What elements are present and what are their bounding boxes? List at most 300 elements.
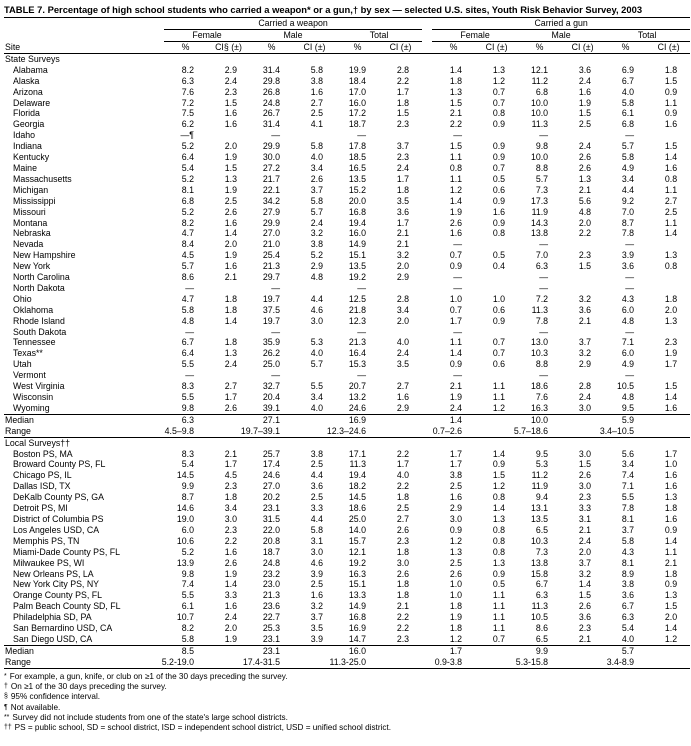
value-cell xyxy=(561,370,604,381)
site-cell: Alabama xyxy=(13,64,48,75)
value-cell: 2.2 xyxy=(396,612,410,623)
value-cell: 16.3 xyxy=(348,568,366,579)
value-cell: 14.7 xyxy=(348,633,366,644)
value-cell: 0.9 xyxy=(664,86,678,97)
site-cell: Michigan xyxy=(13,184,49,195)
pct-column-header: % xyxy=(250,42,293,54)
value-cell: 2.4 xyxy=(224,359,237,370)
column-gap xyxy=(422,634,432,645)
footnote-text: On ≥1 of the 30 days preceding the survey. xyxy=(10,681,167,691)
range-row xyxy=(4,657,690,668)
value-cell: 2.0 xyxy=(578,546,592,557)
value-cell: 2.1 xyxy=(224,448,237,459)
value-cell: 7.3 xyxy=(535,184,549,195)
value-cell: 2.2 xyxy=(396,623,410,634)
value-cell: 13.5 xyxy=(348,261,366,272)
value-cell: 0.9 xyxy=(492,141,506,152)
value-cell: 0.8 xyxy=(664,173,678,184)
site-cell: Texas** xyxy=(13,348,43,359)
value-cell: 25.7 xyxy=(262,448,280,459)
group-header-weapon: Carried a weapon xyxy=(164,18,422,29)
subgroup-female-gun: Female xyxy=(432,30,518,42)
column-gap xyxy=(422,185,432,196)
value-cell: 0.7 xyxy=(492,162,506,173)
value-cell: 1.2 xyxy=(492,402,506,413)
value-cell: 2.3 xyxy=(224,524,237,535)
column-gap xyxy=(422,261,432,272)
value-cell: 2.2 xyxy=(449,119,463,130)
value-cell: 1.6 xyxy=(224,546,237,557)
value-cell: 3.6 xyxy=(621,261,635,272)
range-value: 0.9-3.8 xyxy=(434,656,463,667)
value-cell: — xyxy=(625,282,635,293)
value-cell: 3.7 xyxy=(396,141,410,152)
value-cell: 4.8 xyxy=(621,315,635,326)
column-gap xyxy=(422,623,432,634)
range-row xyxy=(4,426,690,437)
value-cell: 2.7 xyxy=(396,381,410,392)
value-cell xyxy=(475,272,518,283)
column-gap xyxy=(422,612,432,623)
value-cell: 2.4 xyxy=(578,75,592,86)
value-cell: 9.8 xyxy=(181,402,194,413)
value-cell: 5.7 xyxy=(621,141,635,152)
column-gap xyxy=(422,492,432,503)
value-cell: 1.5 xyxy=(664,381,678,392)
value-cell: 0.5 xyxy=(492,579,506,590)
value-cell: 1.3 xyxy=(492,64,506,75)
value-cell xyxy=(293,414,336,425)
site-cell: Wyoming xyxy=(13,402,50,413)
value-cell: 1.3 xyxy=(449,546,463,557)
value-cell: 3.4 xyxy=(621,459,635,470)
value-cell: 10.7 xyxy=(176,612,194,623)
value-cell: 1.2 xyxy=(492,481,506,492)
value-cell: 5.6 xyxy=(578,195,592,206)
value-cell xyxy=(207,414,250,425)
value-cell: 2.1 xyxy=(578,315,592,326)
section-label: Local Surveys†† xyxy=(5,437,71,448)
value-cell: 2.6 xyxy=(224,557,237,568)
value-cell: 1.3 xyxy=(664,315,678,326)
value-cell: 1.0 xyxy=(492,293,506,304)
value-cell: 8.1 xyxy=(621,513,635,524)
value-cell: 0.9 xyxy=(664,108,678,119)
value-cell: 8.6 xyxy=(535,623,549,634)
value-cell: 1.1 xyxy=(449,173,463,184)
value-cell: 1.6 xyxy=(664,162,678,173)
value-cell: 3.4 xyxy=(224,503,237,514)
value-cell: 3.6 xyxy=(578,64,592,75)
range-value: 5.2-19.0 xyxy=(161,656,194,667)
value-cell: 2.6 xyxy=(449,217,463,228)
value-cell: 34.2 xyxy=(262,195,280,206)
value-cell: 1.6 xyxy=(664,119,678,130)
value-cell: — xyxy=(453,326,463,337)
value-cell: 1.7 xyxy=(396,459,410,470)
table-row xyxy=(4,327,690,338)
site-cell: Oklahoma xyxy=(13,304,54,315)
value-cell: 26.7 xyxy=(262,108,280,119)
value-cell: 4.0 xyxy=(621,633,635,644)
value-cell: 1.6 xyxy=(310,86,323,97)
value-cell: 14.9 xyxy=(348,239,366,250)
value-cell: — xyxy=(539,370,549,381)
value-cell: 1.6 xyxy=(664,481,678,492)
value-cell: 1.6 xyxy=(492,206,506,217)
value-cell: 5.8 xyxy=(621,152,635,163)
value-cell: 1.0 xyxy=(449,590,463,601)
value-cell: 2.8 xyxy=(396,64,410,75)
table-row xyxy=(4,370,690,381)
value-cell: — xyxy=(539,130,549,141)
value-cell: 2.4 xyxy=(578,141,592,152)
value-cell: 2.6 xyxy=(578,162,592,173)
value-cell: 0.9 xyxy=(664,579,678,590)
site-cell: Nebraska xyxy=(13,228,51,239)
value-cell xyxy=(293,327,336,338)
table-row xyxy=(4,392,690,403)
table-row xyxy=(4,536,690,547)
value-cell: 5.8 xyxy=(310,64,323,75)
value-cell: 11.3 xyxy=(531,304,549,315)
value-cell: 3.3 xyxy=(224,590,237,601)
value-cell xyxy=(561,657,604,668)
value-cell: 2.6 xyxy=(224,402,237,413)
value-cell: 2.4 xyxy=(224,75,237,86)
value-cell xyxy=(475,130,518,141)
value-cell: 9.2 xyxy=(621,195,635,206)
value-cell: 10.0 xyxy=(530,108,549,119)
column-gap xyxy=(422,414,432,425)
range-value: 17.4-31.5 xyxy=(242,656,280,667)
value-cell: 1.8 xyxy=(449,623,463,634)
value-cell: 21.7 xyxy=(262,173,280,184)
value-cell: 8.9 xyxy=(621,568,635,579)
column-gap xyxy=(422,370,432,381)
site-cell: San Diego USD, CA xyxy=(13,633,93,644)
value-cell xyxy=(561,272,604,283)
column-gap xyxy=(422,590,432,601)
value-cell: 12.3 xyxy=(348,315,366,326)
value-cell: 5.5 xyxy=(181,590,194,601)
value-cell: 0.7 xyxy=(492,97,506,108)
value-cell: 1.6 xyxy=(224,108,237,119)
value-cell: 2.9 xyxy=(310,261,323,272)
column-gap xyxy=(422,108,432,119)
value-cell: 20.2 xyxy=(262,492,280,503)
value-cell: 1.4 xyxy=(492,503,506,514)
table-row xyxy=(4,403,690,414)
value-cell: 2.7 xyxy=(310,97,323,108)
value-cell: 1.0 xyxy=(449,579,463,590)
value-cell: 5.4 xyxy=(181,162,194,173)
value-cell: 13.0 xyxy=(530,337,549,348)
value-cell: 6.3 xyxy=(621,612,635,623)
value-cell xyxy=(379,657,422,668)
value-cell: 2.1 xyxy=(578,184,592,195)
value-cell: 3.9 xyxy=(310,633,323,644)
value-cell: 6.7 xyxy=(535,579,549,590)
value-cell: 2.6 xyxy=(310,173,323,184)
value-cell: — xyxy=(357,326,366,337)
value-cell: 13.9 xyxy=(176,557,194,568)
value-cell: 6.0 xyxy=(621,348,635,359)
site-cell: Florida xyxy=(13,108,40,119)
value-cell: 2.6 xyxy=(396,568,410,579)
value-cell: 0.8 xyxy=(492,535,506,546)
table-row xyxy=(4,163,690,174)
value-cell: 18.2 xyxy=(348,481,366,492)
value-cell: 2.5 xyxy=(310,459,323,470)
value-cell: 0.9 xyxy=(664,524,678,535)
value-cell: 8.2 xyxy=(181,64,194,75)
value-cell: 1.8 xyxy=(664,503,678,514)
footnote-text: 95% confidence interval. xyxy=(10,692,101,702)
value-cell: 12.5 xyxy=(348,293,366,304)
value-cell: 1.7 xyxy=(396,173,410,184)
table-row xyxy=(4,579,690,590)
value-cell: 1.5 xyxy=(449,97,463,108)
value-cell: 3.5 xyxy=(396,359,410,370)
value-cell: 20.8 xyxy=(262,535,280,546)
value-cell: 26.8 xyxy=(262,86,280,97)
value-cell: 1.2 xyxy=(449,184,463,195)
site-header-blank xyxy=(4,30,164,42)
value-cell: 6.0 xyxy=(181,524,194,535)
value-cell: 1.1 xyxy=(492,392,506,403)
value-cell: 1.9 xyxy=(449,612,463,623)
table-row xyxy=(4,130,690,141)
value-cell: 4.4 xyxy=(310,513,323,524)
value-cell: 3.6 xyxy=(396,206,410,217)
value-cell: 3.1 xyxy=(578,513,592,524)
table-row xyxy=(4,108,690,119)
value-cell xyxy=(207,327,250,338)
value-cell: — xyxy=(539,239,549,250)
value-cell: 2.1 xyxy=(224,272,237,283)
footnote-marker: †† xyxy=(4,724,12,732)
value-cell: 2.1 xyxy=(396,239,410,250)
range-value: 5.7–18.6 xyxy=(513,425,549,436)
value-cell: 21.3 xyxy=(262,261,280,272)
value-cell: 3.9 xyxy=(621,250,635,261)
table-row xyxy=(4,239,690,250)
range-value: 4.5–9.8 xyxy=(164,425,194,436)
site-cell: Maine xyxy=(13,162,37,173)
value-cell: 1.9 xyxy=(224,568,237,579)
value-cell: — xyxy=(357,130,366,141)
value-cell: 4.9 xyxy=(621,359,635,370)
value-cell: 2.6 xyxy=(578,152,592,163)
value-cell: 0.9 xyxy=(449,261,463,272)
value-cell: 7.3 xyxy=(535,546,549,557)
pct-column-header: % xyxy=(164,42,207,54)
value-cell: 1.8 xyxy=(224,293,237,304)
group-gap xyxy=(422,30,432,42)
footnote-marker: § xyxy=(4,693,8,701)
value-cell: 0.7 xyxy=(492,86,506,97)
footnote-text: For example, a gun, knife, or club on ≥1 of the 30 days preceding the survey. xyxy=(9,671,288,681)
table-row xyxy=(4,218,690,229)
value-cell: 16.8 xyxy=(348,612,366,623)
column-gap xyxy=(422,119,432,130)
value-cell: 7.0 xyxy=(535,250,549,261)
value-cell: 2.1 xyxy=(396,228,410,239)
value-cell: 4.0 xyxy=(396,470,410,481)
value-cell: 4.7 xyxy=(181,293,194,304)
table-body xyxy=(4,53,690,668)
value-cell xyxy=(561,327,604,338)
value-cell: 17.3 xyxy=(530,195,549,206)
value-cell: 1.3 xyxy=(664,250,678,261)
range-value: 0.7–2.6 xyxy=(432,425,463,436)
column-gap xyxy=(422,294,432,305)
value-cell: — xyxy=(453,370,463,381)
column-gap xyxy=(422,272,432,283)
value-cell: 4.8 xyxy=(181,315,194,326)
value-cell: 11.9 xyxy=(531,481,549,492)
subgroup-male-gun: Male xyxy=(518,30,604,42)
value-cell: 25.0 xyxy=(348,513,366,524)
value-cell: 10.5 xyxy=(616,381,635,392)
footnote-marker: ¶ xyxy=(4,703,8,711)
column-gap xyxy=(422,239,432,250)
value-cell: 27.0 xyxy=(262,228,280,239)
value-cell: 2.0 xyxy=(224,239,237,250)
footnote-marker: ** xyxy=(4,713,10,721)
value-cell: 4.0 xyxy=(310,348,323,359)
value-cell: — xyxy=(625,326,635,337)
value-cell: 19.7 xyxy=(262,315,280,326)
summary-value-cell xyxy=(329,656,379,668)
value-cell: 1.9 xyxy=(578,97,592,108)
value-cell: 2.6 xyxy=(578,601,592,612)
value-cell: 2.2 xyxy=(578,228,592,239)
table-row xyxy=(4,250,690,261)
site-cell: Tennessee xyxy=(13,337,56,348)
value-cell xyxy=(293,645,336,656)
value-cell xyxy=(379,283,422,294)
value-cell: 2.3 xyxy=(664,337,678,348)
summary-value-cell xyxy=(604,657,647,668)
value-cell: 2.1 xyxy=(449,108,463,119)
value-cell xyxy=(475,239,518,250)
column-gap xyxy=(422,250,432,261)
table-row xyxy=(4,558,690,569)
value-cell xyxy=(379,645,422,656)
value-cell: 1.1 xyxy=(492,601,506,612)
value-cell: 9.5 xyxy=(535,448,549,459)
value-cell: 5.4 xyxy=(181,459,194,470)
site-cell: Broward County PS, FL xyxy=(13,459,106,470)
value-cell: 8.1 xyxy=(181,184,194,195)
value-cell: 4.0 xyxy=(310,152,323,163)
value-cell: 2.7 xyxy=(396,513,410,524)
value-cell: 7.2 xyxy=(181,97,194,108)
pct-column-header: % xyxy=(604,42,647,54)
value-cell: 1.4 xyxy=(664,623,678,634)
value-cell: 10.6 xyxy=(176,535,194,546)
column-gap xyxy=(422,547,432,558)
value-cell xyxy=(561,283,604,294)
value-cell: 1.6 xyxy=(664,513,678,524)
value-cell: 5.2 xyxy=(181,546,194,557)
value-cell: — xyxy=(185,326,194,337)
value-cell: 15.3 xyxy=(348,359,366,370)
value-cell: 0.5 xyxy=(492,250,506,261)
value-cell: 1.5 xyxy=(578,108,592,119)
column-gap xyxy=(422,426,432,437)
value-cell: 6.8 xyxy=(535,86,549,97)
value-cell: 5.2 xyxy=(181,173,194,184)
value-cell: 29.9 xyxy=(262,141,280,152)
value-cell: 5.8 xyxy=(310,524,323,535)
column-gap xyxy=(422,174,432,185)
value-cell: 14.9 xyxy=(348,601,366,612)
value-cell: 3.4 xyxy=(310,162,323,173)
value-cell: — xyxy=(453,239,463,250)
value-cell: 4.8 xyxy=(578,206,592,217)
value-cell xyxy=(647,327,690,338)
value-cell: 1.1 xyxy=(449,152,463,163)
value-cell: 1.9 xyxy=(664,348,678,359)
site-column-header: Site xyxy=(4,42,164,54)
value-cell: 3.0 xyxy=(310,546,323,557)
summary-value-cell xyxy=(513,425,561,437)
site-cell: Georgia xyxy=(13,119,45,130)
value-cell: 7.1 xyxy=(621,481,635,492)
value-cell: 7.4 xyxy=(621,470,635,481)
value-cell: 19.4 xyxy=(348,217,366,228)
summary-value-cell: 5.9 xyxy=(604,414,647,425)
value-cell xyxy=(561,645,604,656)
site-cell: Utah xyxy=(13,359,32,370)
value-cell: 0.9 xyxy=(492,119,506,130)
value-cell: 11.2 xyxy=(531,75,549,86)
subgroup-header-row xyxy=(4,30,690,42)
value-cell: 1.8 xyxy=(664,568,678,579)
range-value: 3.4-8.9 xyxy=(606,656,635,667)
value-cell: 0.6 xyxy=(492,304,506,315)
summary-value-cell xyxy=(161,656,207,668)
value-cell: 17.2 xyxy=(348,108,366,119)
footnote xyxy=(4,692,690,702)
value-cell: 8.7 xyxy=(181,492,194,503)
value-cell: —¶ xyxy=(180,130,194,141)
value-cell: 1.1 xyxy=(492,612,506,623)
table-row xyxy=(4,348,690,359)
value-cell: 0.8 xyxy=(492,524,506,535)
value-cell: 1.8 xyxy=(449,75,463,86)
value-cell xyxy=(561,414,604,425)
site-cell: Wisconsin xyxy=(13,392,54,403)
value-cell: 19.9 xyxy=(348,64,366,75)
value-cell: 21.3 xyxy=(348,337,366,348)
value-cell: 5.2 xyxy=(310,250,323,261)
value-cell xyxy=(207,370,250,381)
value-cell: 7.5 xyxy=(181,108,194,119)
value-cell: 1.3 xyxy=(664,590,678,601)
value-cell: 4.4 xyxy=(310,293,323,304)
value-cell: 2.0 xyxy=(664,304,678,315)
table-row xyxy=(4,316,690,327)
value-cell xyxy=(647,272,690,283)
value-cell: 9.9 xyxy=(181,481,194,492)
column-gap xyxy=(422,218,432,229)
value-cell: 18.7 xyxy=(262,546,280,557)
value-cell: 0.7 xyxy=(492,348,506,359)
